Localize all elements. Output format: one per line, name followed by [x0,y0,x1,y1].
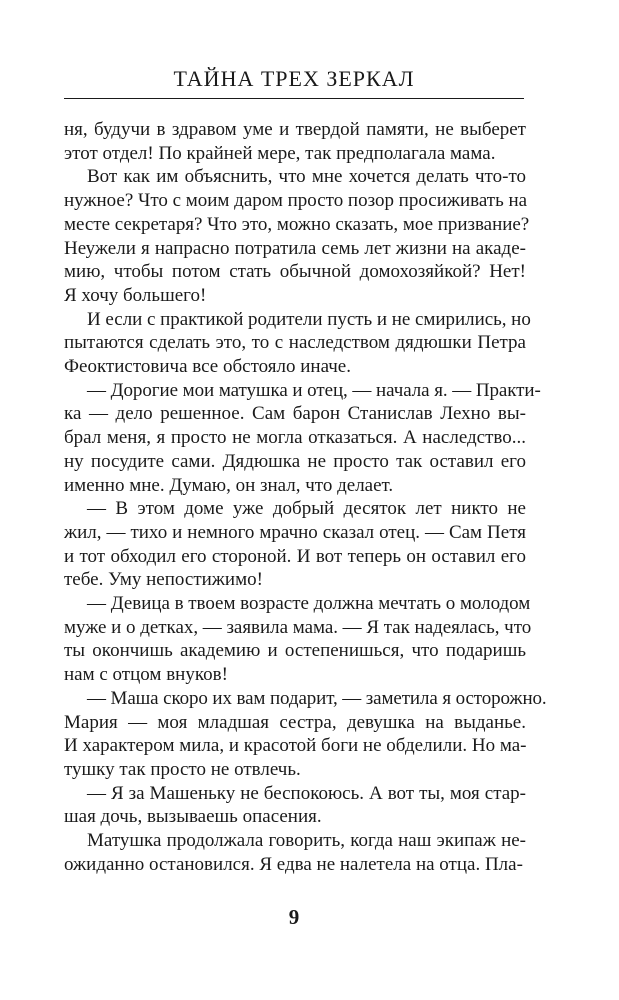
page-number: 9 [288,905,300,929]
text-line: Вот как им объяснить, что мне хочется делать что-то [87,166,526,188]
text-line: ка — дело решенное. Сам барон Станислав Лехно вы- [64,403,526,425]
paragraph [64,592,532,687]
text-line: и тот обходил его стороной. И вот теперь он оставил его [64,545,526,567]
text-line: — Маша скоро их вам подарит, — заметила я осторожно. [87,687,547,709]
text-line: мию, чтобы потом стать обычной домохозяйкой? Нет! [64,261,526,283]
text-line: Мария — моя младшая сестра, девушка на выданье. [64,711,526,733]
paragraph [64,379,541,498]
text-line: месте секретаря? Что это, можно сказать, мое призвание? [64,213,530,235]
text-line: ожиданно остановился. Я едва не налетела на отца. Пла- [64,853,523,875]
running-header: ТАЙНА ТРЕХ ЗЕРКАЛ [173,66,415,91]
text-line: ну посудите сами. Дядюшка не просто так оставил его [64,450,526,472]
body-text [64,118,547,877]
header-rule [64,98,524,99]
text-line: ня, будучи в здравом уме и твердой памяти, не выберет [64,119,526,140]
text-line: ты окончишь академию и остепенишься, что подаришь [64,640,526,662]
text-line: жил, — тихо и немного мрачно сказал отец. — Сам Петя [64,521,526,543]
paragraph [64,165,530,307]
text-line: именно мне. Думаю, он знал, что делает. [64,474,394,496]
text-line: Неужели я напрасно потратила семь лет жизни на акаде- [64,237,526,259]
text-line: муже и о детках, — заявила мама. — Я так надеялась, что [64,616,532,638]
text-line: тебе. Уму непостижимо! [64,569,263,591]
paragraph [64,497,526,592]
paragraph [64,782,526,829]
paragraph [64,687,547,782]
text-line: — Я за Машеньку не беспокоюсь. А вот ты, моя стар- [87,782,526,804]
text-line: тушку так просто не отвлечь. [64,758,301,780]
text-line: — В этом доме уже добрый десяток лет никто не [87,498,526,520]
text-line: этот отдел! По крайней мере, так предполагала мама. [64,142,496,164]
text-line: — Девица в твоем возрасте должна мечтать о молодом [87,593,531,615]
text-line: Феоктистовича все обстояло иначе. [64,356,351,378]
text-line: И если с практикой родители пусть и не смирились, но [87,308,531,330]
text-line: нам с отцом внуков! [64,664,228,686]
text-line: пытаются сделать это, то с наследством дядюшки Петра [64,332,526,354]
paragraph [64,118,526,165]
paragraph [64,829,526,876]
text-line: Я хочу большего! [64,284,207,306]
paragraph [64,308,531,379]
text-line: — Дорогие мои матушка и отец, — начала я. — Практи- [87,379,541,401]
text-line: брал меня, я просто не могла отказаться. А наследство... [64,427,526,449]
text-line: И характером мила, и красотой боги не обделили. Но ма- [64,735,527,757]
text-line: нужное? Что с моим даром просто позор просиживать на [64,190,528,212]
text-line: Матушка продолжала говорить, когда наш экипаж не- [87,830,526,852]
text-line: шая дочь, вызываешь опасения. [64,806,322,828]
